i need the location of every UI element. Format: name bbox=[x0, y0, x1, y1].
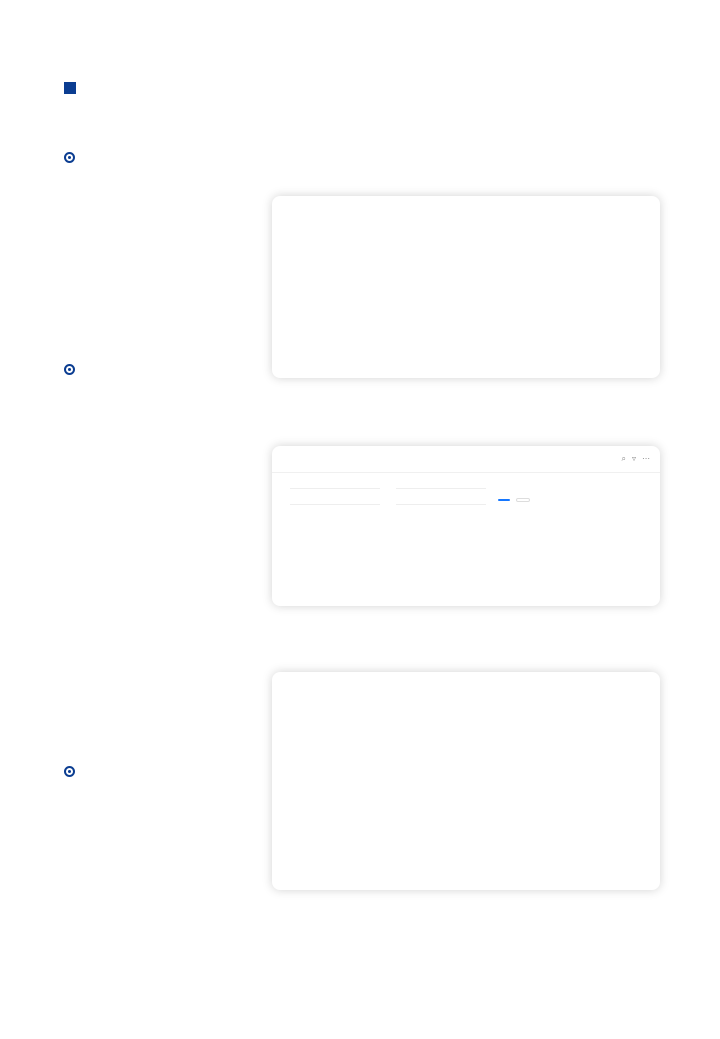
page-heading bbox=[64, 82, 88, 94]
filter-plate-input bbox=[290, 496, 380, 505]
monthly-report-screenshot bbox=[272, 672, 660, 890]
reset-button bbox=[516, 498, 530, 502]
query-button bbox=[498, 499, 510, 501]
filter-icon: ▿ bbox=[631, 454, 636, 463]
table-tools bbox=[622, 454, 651, 464]
bullet-circle-icon bbox=[64, 766, 75, 777]
heading-square-icon bbox=[64, 82, 76, 94]
filter-date-input bbox=[396, 480, 486, 489]
app-icons-row bbox=[272, 196, 660, 216]
section-background bbox=[64, 152, 89, 163]
section-effect bbox=[64, 766, 89, 777]
trend-chart bbox=[280, 706, 652, 752]
section-difficulty bbox=[64, 364, 89, 375]
dashboard-screenshot bbox=[272, 196, 660, 378]
filter-flight-input bbox=[290, 480, 380, 489]
bullet-circle-icon bbox=[64, 152, 75, 163]
more-icon: ⋯ bbox=[642, 454, 650, 463]
report-section bbox=[272, 688, 660, 706]
kpi-row-monthly bbox=[272, 224, 660, 232]
trend-chart-svg bbox=[280, 706, 652, 752]
table-header-bar bbox=[272, 446, 660, 473]
filter-reason-input bbox=[396, 496, 486, 505]
feedback-table-screenshot bbox=[272, 446, 660, 606]
bullet-circle-icon bbox=[64, 364, 75, 375]
filter-panel bbox=[272, 473, 660, 513]
kpi-row-daily bbox=[272, 216, 660, 224]
kpi-row-month bbox=[272, 672, 660, 680]
kpi-row-lastmonth bbox=[272, 680, 660, 688]
search-icon: ⌕ bbox=[621, 454, 626, 463]
